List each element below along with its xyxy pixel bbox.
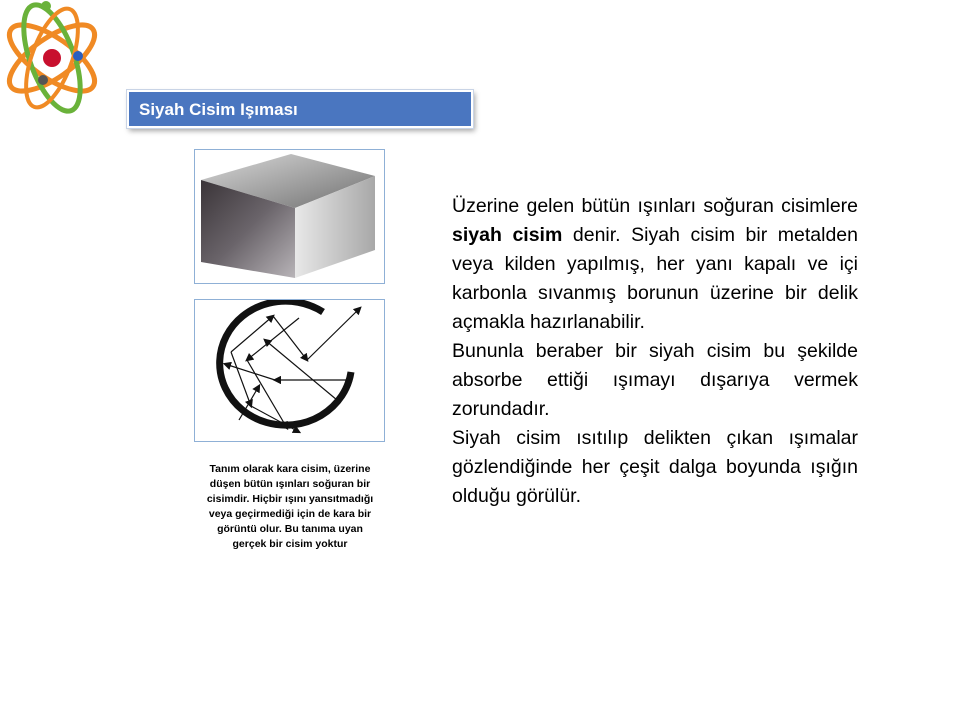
paragraph-2: Bununla beraber bir siyah cisim bu şekilde absorbe ettiği ışımayı dışarıya vermek zorundadır.	[452, 340, 858, 420]
body-text	[452, 192, 858, 511]
paragraph-1-end: denir. Siyah cisim bir metalden veya kilden yapılmış, her yanı kapalı ve içi karbonla sıvanmış borunun üzerine bir delik açmakla hazırlanabilir.	[452, 224, 858, 333]
paragraph-1	[452, 192, 858, 337]
black-cube-image	[194, 149, 385, 284]
slide-title: Siyah Cisim Işıması	[139, 100, 298, 119]
cavity-graphic	[195, 300, 384, 441]
paragraph-1-start: Üzerine gelen bütün ışınları soğuran cisimlere	[452, 195, 858, 217]
atom-icon	[0, 0, 110, 125]
cavity-diagram	[194, 299, 385, 442]
cube-graphic	[195, 150, 384, 283]
figure-caption: Tanım olarak kara cisim, üzerine düşen bütün ışınları soğuran bir cisimdir. Hiçbir ışını yansıtmadığı veya geçirmediği için de kara bir görüntü olur. Bu tanıma uyan gerçek bir cisim yoktur	[206, 463, 374, 550]
paragraph-3: Siyah cisim ısıtılıp delikten çıkan ışımalar gözlendiğinde her çeşit dalga boyunda ışığın olduğu görülür.	[452, 427, 858, 507]
bold-term: siyah cisim	[452, 224, 563, 246]
title-banner	[127, 90, 473, 128]
